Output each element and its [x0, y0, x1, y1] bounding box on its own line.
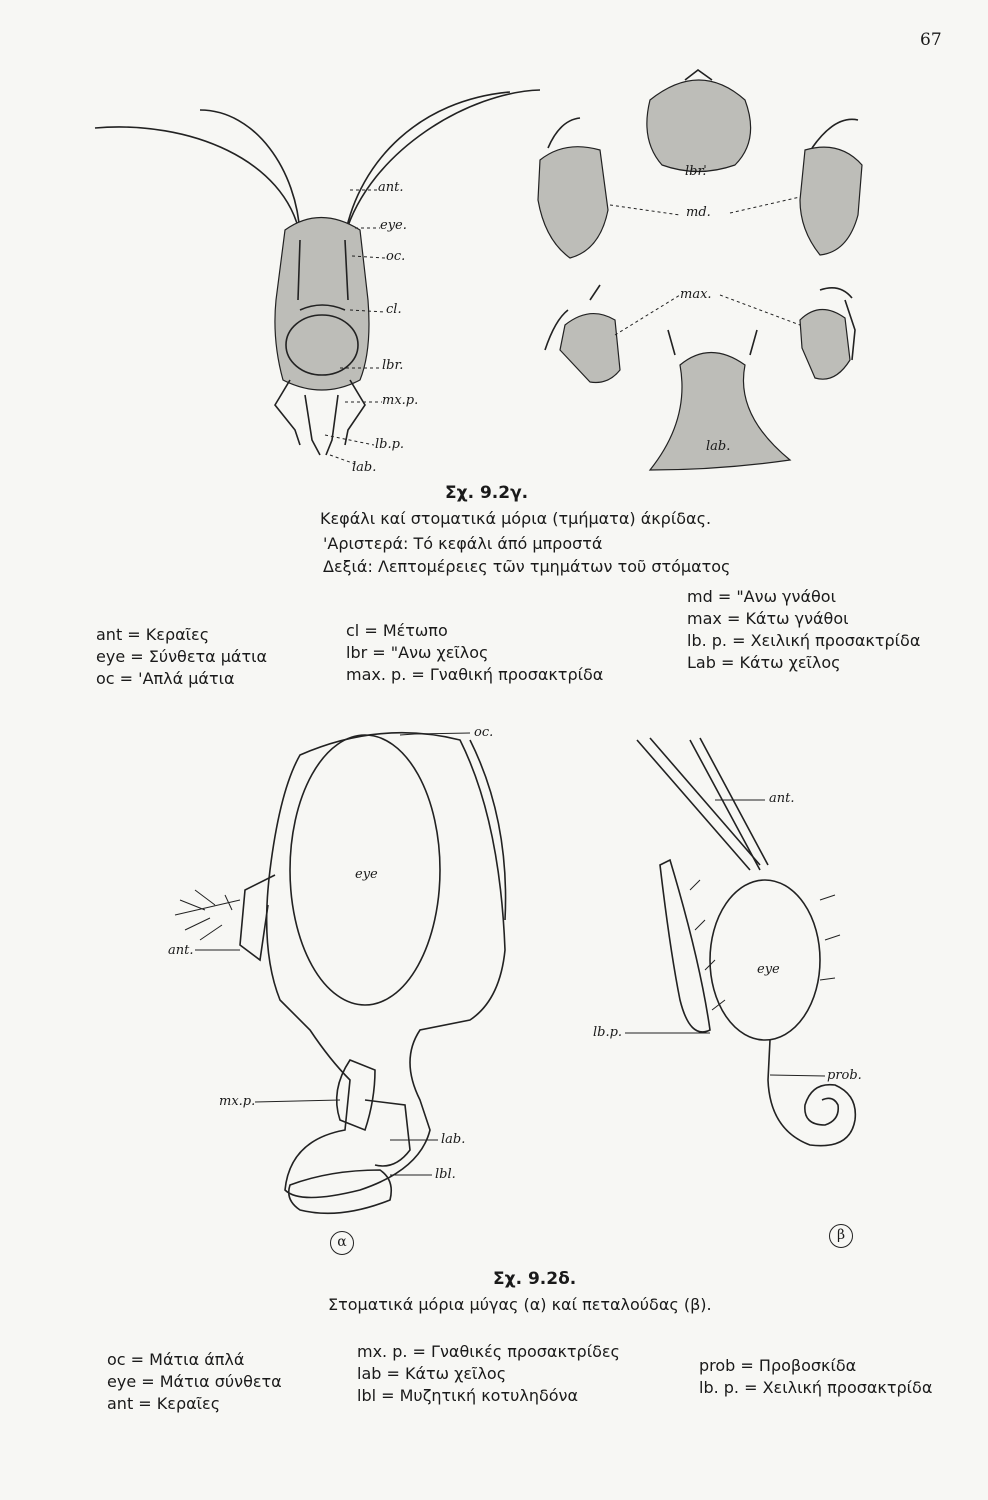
label-ant-fly: ant. — [168, 943, 194, 958]
grasshopper-drawing — [0, 0, 988, 500]
label-lab: lab. — [441, 1132, 466, 1147]
label-oc: oc. — [474, 725, 494, 740]
figure-1-caption-line-3: Δεξιά: Λεπτομέρειες τῶν τμημάτων τοῦ στόματος — [323, 557, 731, 576]
label-detail-lab: lab. — [706, 439, 731, 454]
legend-entry: prob = Προβοσκίδα — [699, 1356, 857, 1375]
legend-entry: oc = Μάτια άπλά — [107, 1350, 245, 1369]
label-ant-butterfly: ant. — [769, 791, 795, 806]
label-lab: lab. — [352, 460, 377, 475]
legend-entry: max. p. = Γναθική προσακτρίδα — [346, 665, 604, 684]
legend-entry: eye = Μάτια σύνθετα — [107, 1372, 282, 1391]
legend-entry: lab = Κάτω χεῖλος — [357, 1364, 507, 1383]
legend-entry: eye = Σύνθετα μάτια — [96, 647, 268, 666]
marker-a: α — [330, 1231, 354, 1255]
label-detail-lbr: lbr. — [685, 164, 707, 179]
label-lbr: lbr. — [382, 358, 404, 373]
label-eye: eye. — [380, 218, 407, 233]
figure-1-title: Σχ. 9.2γ. — [445, 483, 529, 503]
label-lbl: lbl. — [435, 1167, 456, 1182]
figure-2-legend-middle — [357, 1341, 620, 1407]
figure-fly-butterfly — [0, 700, 988, 1260]
label-ant: ant. — [378, 180, 404, 195]
legend-entry: lb. p. = Χειλική προσακτρίδα — [687, 631, 921, 650]
label-mxp: mx.p. — [382, 393, 419, 408]
label-lbp: lb.p. — [375, 437, 405, 452]
legend-entry: Lab = Κάτω χεῖλος — [687, 653, 841, 672]
label-eye-fly: eye — [355, 867, 378, 882]
figure-1-caption-line-1: Κεφάλι καί στοματικά μόρια (τμήματα) άκρίδας. — [320, 509, 712, 528]
figure-1-legend-left — [96, 624, 267, 690]
legend-entry: cl = Μέτωπο — [346, 621, 448, 640]
page-number: 67 — [920, 30, 942, 50]
legend-entry: lbl = Μυζητική κοτυληδόνα — [357, 1386, 579, 1405]
label-detail-max: max. — [680, 287, 712, 302]
fly-butterfly-drawing — [0, 700, 988, 1260]
label-detail-md: md. — [686, 205, 711, 220]
figure-1-caption-line-2: 'Αριστερά: Τό κεφάλι άπό μπροστά — [323, 534, 603, 553]
legend-entry: md = "Ανω γνάθοι — [687, 587, 836, 606]
legend-entry: mx. p. = Γναθικές προσακτρίδες — [357, 1342, 620, 1361]
legend-entry: ant = Κεραῖες — [107, 1394, 221, 1413]
label-mxp: mx.p. — [219, 1094, 256, 1109]
label-oc: oc. — [386, 249, 406, 264]
figure-grasshopper — [0, 0, 988, 500]
legend-entry: lbr = "Ανω χεῖλος — [346, 643, 489, 662]
label-eye-butterfly: eye — [757, 962, 780, 977]
legend-entry: lb. p. = Χειλική προσακτρίδα — [699, 1378, 933, 1397]
figure-2-legend-left — [107, 1349, 282, 1415]
figure-2-title: Σχ. 9.2δ. — [493, 1269, 577, 1289]
label-cl: cl. — [386, 302, 402, 317]
figure-1-legend-middle — [346, 620, 603, 686]
label-lbp: lb.p. — [593, 1025, 623, 1040]
legend-entry: max = Κάτω γνάθοι — [687, 609, 849, 628]
figure-2-legend-right — [699, 1355, 932, 1399]
marker-b: β — [829, 1224, 853, 1248]
figure-1-legend-right — [687, 586, 920, 674]
legend-entry: ant = Κεραῖες — [96, 625, 210, 644]
legend-entry: oc = 'Απλά μάτια — [96, 669, 235, 688]
label-prob: prob. — [827, 1068, 862, 1083]
figure-2-caption: Στοματικά μόρια μύγας (α) καί πεταλούδας (β). — [328, 1295, 712, 1314]
